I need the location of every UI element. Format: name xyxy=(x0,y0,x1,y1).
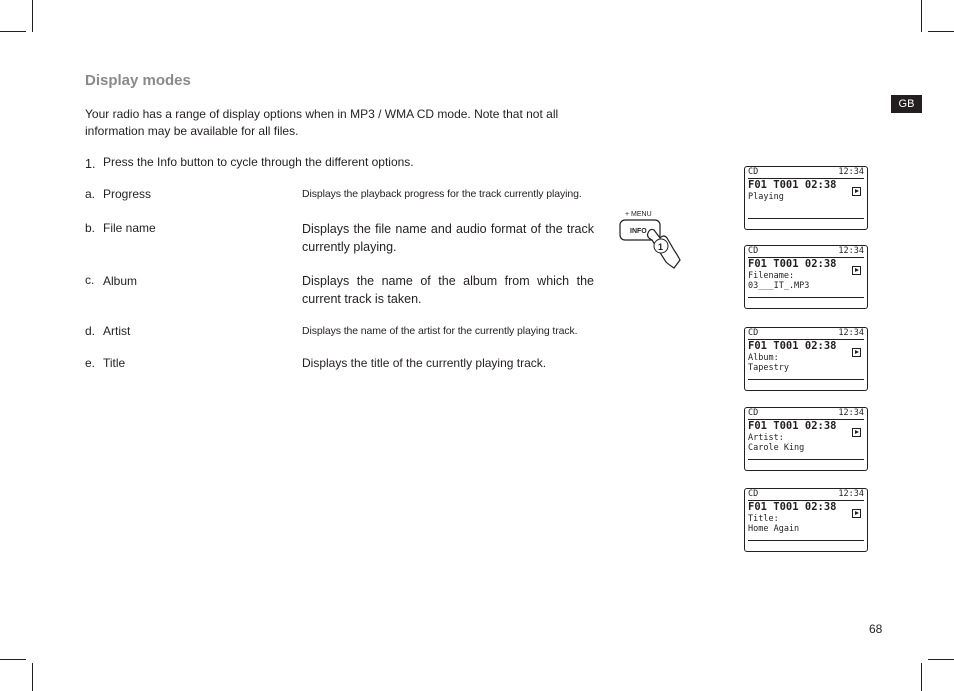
step-badge-number: 1 xyxy=(658,242,664,252)
lcd-source: CD xyxy=(748,328,759,338)
option-letter: d. xyxy=(85,324,96,338)
lcd-line-3: Filename: xyxy=(748,271,795,281)
crop-mark xyxy=(921,0,922,32)
lcd-clock: 12:34 xyxy=(838,328,864,338)
lcd-screen-title xyxy=(744,488,868,552)
lcd-track-info: F01 T001 02:38 xyxy=(748,340,837,352)
crop-mark xyxy=(32,663,33,691)
crop-mark xyxy=(0,659,26,660)
lcd-clock: 12:34 xyxy=(838,246,864,256)
lcd-divider xyxy=(748,540,864,541)
lcd-source: CD xyxy=(748,408,759,418)
option-name-filename: File name xyxy=(103,221,156,235)
play-icon xyxy=(852,187,861,196)
language-badge: GB xyxy=(891,95,922,113)
info-button-illustration xyxy=(612,206,692,276)
lcd-divider xyxy=(748,379,864,380)
lcd-line-4: Carole King xyxy=(748,443,805,453)
page-number: 68 xyxy=(869,622,883,636)
option-name-progress: Progress xyxy=(103,187,152,201)
option-desc-title: Displays the title of the currently playing track. xyxy=(302,356,547,370)
lcd-line-4: Tapestry xyxy=(748,363,789,373)
option-name-title: Title xyxy=(103,356,126,370)
info-label: INFO xyxy=(630,228,647,235)
lcd-line-3: Album: xyxy=(748,353,779,363)
lcd-screen-album xyxy=(744,327,868,391)
lcd-screen-artist xyxy=(744,407,868,471)
option-desc-filename: Displays the file name and audio format of the track currently playing. xyxy=(302,222,594,254)
option-name-album: Album xyxy=(103,274,138,288)
play-icon xyxy=(852,266,861,275)
intro-paragraph: Your radio has a range of display options when in MP3 / WMA CD mode. Note that not all information may be available for all files. xyxy=(85,107,559,138)
crop-mark xyxy=(928,31,954,32)
lcd-line-4: Home Again xyxy=(748,524,800,534)
lcd-screen-progress xyxy=(744,166,868,230)
lcd-track-info: F01 T001 02:38 xyxy=(748,501,837,513)
option-letter: a. xyxy=(85,187,96,201)
page-title: Display modes xyxy=(85,72,191,89)
play-icon xyxy=(852,509,861,518)
option-desc-progress: Displays the playback progress for the track currently playing. xyxy=(302,188,582,200)
menu-label: + MENU xyxy=(625,211,652,218)
lcd-line-3: Artist: xyxy=(748,433,784,443)
progress-bar xyxy=(748,218,864,219)
play-icon xyxy=(852,348,861,357)
lcd-clock: 12:34 xyxy=(838,489,864,499)
step-number: 1. xyxy=(85,157,96,171)
lcd-source: CD xyxy=(748,167,759,177)
lcd-screen-filename xyxy=(744,245,868,309)
lcd-source: CD xyxy=(748,489,759,499)
lcd-source: CD xyxy=(748,246,759,256)
lcd-line-4: 03___IT_.MP3 xyxy=(748,281,810,291)
option-letter: b. xyxy=(85,221,96,235)
lcd-line-3: Playing xyxy=(748,192,784,202)
lcd-clock: 12:34 xyxy=(838,408,864,418)
lcd-line-3: Title: xyxy=(748,514,779,524)
lcd-divider xyxy=(748,297,864,298)
lcd-divider xyxy=(748,459,864,460)
option-letter: e. xyxy=(85,356,96,370)
crop-mark xyxy=(0,31,26,32)
step-text: Press the Info button to cycle through the different options. xyxy=(103,155,414,169)
crop-mark xyxy=(921,663,922,691)
option-desc-artist: Displays the name of the artist for the currently playing track. xyxy=(302,325,578,337)
lcd-track-info: F01 T001 02:38 xyxy=(748,179,837,191)
lcd-clock: 12:34 xyxy=(838,167,864,177)
lcd-track-info: F01 T001 02:38 xyxy=(748,420,837,432)
lcd-track-info: F01 T001 02:38 xyxy=(748,258,837,270)
option-name-artist: Artist xyxy=(103,324,131,338)
crop-mark xyxy=(32,0,33,32)
option-desc-album: Displays the name of the album from which the current track is taken. xyxy=(302,274,594,306)
crop-mark xyxy=(928,659,954,660)
play-icon xyxy=(852,428,861,437)
option-letter: c. xyxy=(85,273,95,287)
